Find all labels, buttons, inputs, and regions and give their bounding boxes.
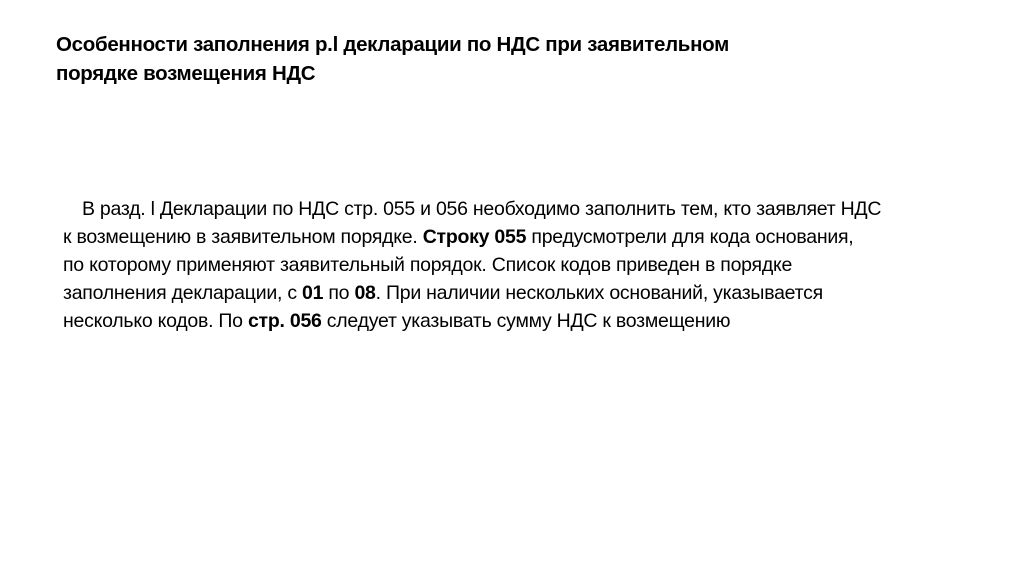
body-line-5-start: несколько кодов. По bbox=[63, 310, 248, 332]
slide-title-line-1: Особенности заполнения р.l декларации по НДС при заявительном bbox=[56, 33, 729, 56]
slide-body-text bbox=[63, 195, 963, 335]
body-line-5-emphasis: стр. 056 bbox=[247, 310, 322, 332]
body-line-4-code-from: 01 bbox=[302, 282, 324, 304]
body-line-2-emphasis: Строку 055 bbox=[422, 226, 527, 248]
body-line-1: В разд. l Декларации по НДС стр. 055 и 056 необходимо заполнить тем, кто заявляет НДС bbox=[82, 198, 882, 220]
body-line-4-end: . При наличии нескольких оснований, указывается bbox=[375, 282, 823, 304]
slide-title-line-2: порядке возмещения НДС bbox=[56, 62, 316, 85]
body-line-4-mid: по bbox=[323, 282, 355, 304]
body-line-4-start: заполнения декларации, с bbox=[63, 282, 302, 304]
body-line-2-end: предусмотрели для кода основания, bbox=[526, 226, 854, 248]
slide-title bbox=[56, 30, 956, 88]
body-line-3: по которому применяют заявительный порядок. Список кодов приведен в порядке bbox=[63, 254, 793, 276]
body-line-4-code-to: 08 bbox=[354, 282, 376, 304]
body-line-5-end: следует указывать сумму НДС к возмещению bbox=[321, 310, 731, 332]
body-line-2-start: к возмещению в заявительном порядке. bbox=[63, 226, 423, 248]
